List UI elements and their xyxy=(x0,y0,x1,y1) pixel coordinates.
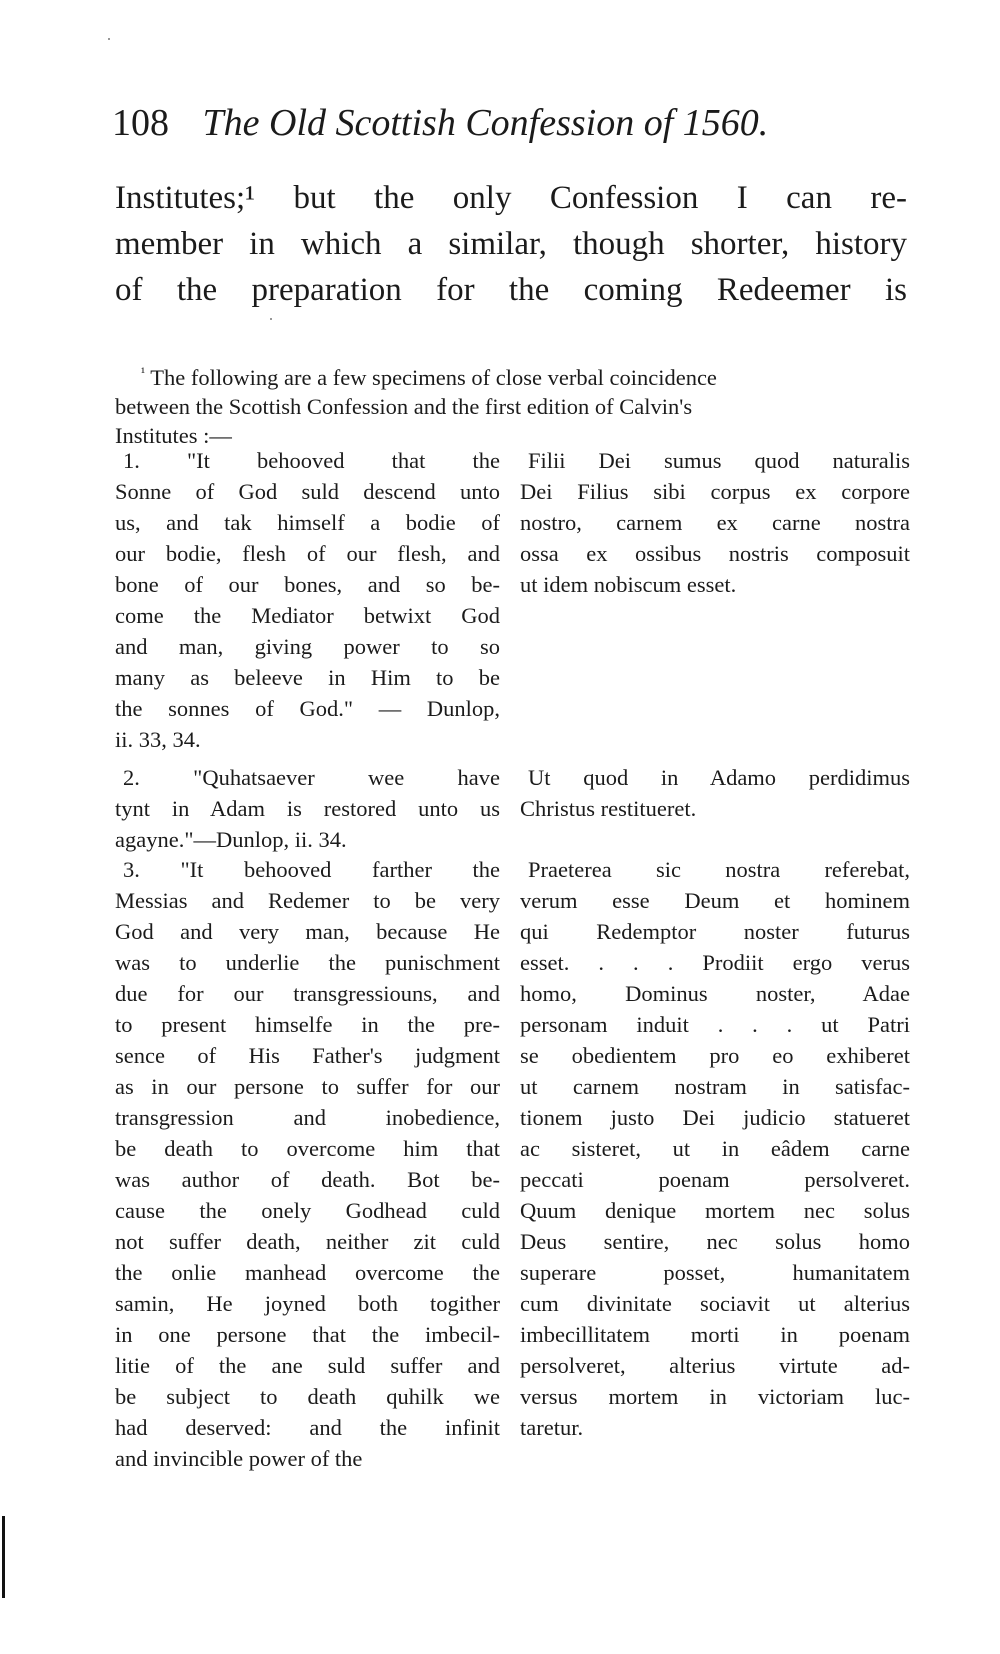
text-line: Deus sentire, nec solus homo xyxy=(520,1229,910,1254)
text-line: cum divinitate sociavit ut alterius xyxy=(520,1291,910,1316)
text-line: transgression and inobedience, xyxy=(115,1105,500,1130)
text-line: and invincible power of the xyxy=(115,1446,363,1471)
text-line: bone of our bones, and so be- xyxy=(115,572,500,597)
scottish-text-2 xyxy=(115,762,500,855)
body-line: Institutes;¹ but the only Confession I can re- xyxy=(115,180,907,216)
page-number: 108 xyxy=(112,102,169,144)
latin-text-3 xyxy=(520,854,910,1443)
text-line: litie of the ane suld suffer and xyxy=(115,1353,500,1378)
scottish-text-1 xyxy=(115,445,500,755)
body-text xyxy=(115,175,907,313)
text-line: homo, Dominus noster, Adae xyxy=(520,981,910,1006)
text-line: Sonne of God suld descend unto xyxy=(115,479,500,504)
text-line: was to underlie the punischment xyxy=(115,950,500,975)
footnote xyxy=(115,363,907,450)
text-line: Quum denique mortem nec solus xyxy=(520,1198,910,1223)
text-line: agayne."—Dunlop, ii. 34. xyxy=(115,827,347,852)
text-line: imbecillitatem morti in poenam xyxy=(520,1322,910,1347)
text-line: ossa ex ossibus nostris composuit xyxy=(520,541,910,566)
text-line: personam induit . . . ut Patri xyxy=(520,1012,910,1037)
text-line: as in our persone to suffer for our xyxy=(115,1074,500,1099)
text-line: Praeterea sic nostra referebat, xyxy=(528,857,910,882)
text-line: persolveret, alterius virtute ad- xyxy=(520,1353,910,1378)
footnote-line: between the Scottish Confession and the first edition of Calvin's xyxy=(115,394,693,419)
text-line: us, and tak himself a bodie of xyxy=(115,510,500,535)
text-line: taretur. xyxy=(520,1415,584,1440)
text-line: to present himselfe in the pre- xyxy=(115,1012,500,1037)
scan-speck xyxy=(108,38,110,40)
text-line: Christus restitueret. xyxy=(520,796,697,821)
body-line: member in which a similar, though shorter, history xyxy=(115,226,907,262)
margin-mark xyxy=(2,1516,5,1598)
latin-text-2 xyxy=(520,762,910,824)
scan-speck xyxy=(270,318,272,320)
text-line: verum esse Deum et hominem xyxy=(520,888,910,913)
text-line: esset. . . . Prodiit ergo verus xyxy=(520,950,910,975)
text-line: due for our transgressiouns, and xyxy=(115,981,500,1006)
text-line: our bodie, flesh of our flesh, and xyxy=(115,541,500,566)
text-line: peccati poenam persolveret. xyxy=(520,1167,910,1192)
text-line: 1. "It behooved that the xyxy=(123,448,500,473)
running-title: The Old Scottish Confession of 1560. xyxy=(202,102,769,144)
text-line: was author of death. Bot be- xyxy=(115,1167,500,1192)
text-line: many as beleeve in Him to be xyxy=(115,665,500,690)
running-header xyxy=(112,100,872,146)
footnote-line: Institutes :— xyxy=(115,423,232,448)
text-line: superare posset, humanitatem xyxy=(520,1260,910,1285)
text-line: ut idem nobiscum esset. xyxy=(520,572,737,597)
text-line: tionem justo Dei judicio statueret xyxy=(520,1105,910,1130)
text-line: 2. "Quhatsaever wee have xyxy=(123,765,500,790)
text-line: Dei Filius sibi corpus ex corpore xyxy=(520,479,910,504)
text-line: the onlie manhead overcome the xyxy=(115,1260,500,1285)
text-line: tynt in Adam is restored unto us xyxy=(115,796,500,821)
text-line: had deserved: and the infinit xyxy=(115,1415,500,1440)
text-line: ii. 33, 34. xyxy=(115,727,201,752)
text-line: se obedientem pro eo exhiberet xyxy=(520,1043,910,1068)
scottish-text-3 xyxy=(115,854,500,1474)
text-line: and man, giving power to so xyxy=(115,634,500,659)
text-line: qui Redemptor noster futurus xyxy=(520,919,910,944)
text-line: be subject to death quhilk we xyxy=(115,1384,500,1409)
body-line: of the preparation for the coming Redeemer is xyxy=(115,272,907,308)
text-line: cause the onely Godhead culd xyxy=(115,1198,500,1223)
text-line: God and very man, because He xyxy=(115,919,500,944)
footnote-line: $^{^1}$ The following are a few specimens of close verbal coincidence xyxy=(141,364,717,390)
footnote-marker: ¹ xyxy=(141,364,146,380)
text-line: nostro, carnem ex carne nostra xyxy=(520,510,910,535)
text-line: Filii Dei sumus quod naturalis xyxy=(528,448,910,473)
text-line: samin, He joyned both togither xyxy=(115,1291,500,1316)
text-line: sence of His Father's judgment xyxy=(115,1043,500,1068)
text-line: 3. "It behooved farther the xyxy=(123,857,500,882)
text-line: ac sisteret, ut in eâdem carne xyxy=(520,1136,910,1161)
text-line: in one persone that the imbecil- xyxy=(115,1322,500,1347)
text-line: Ut quod in Adamo perdidimus xyxy=(528,765,910,790)
text-line: be death to overcome him that xyxy=(115,1136,500,1161)
text-line: Messias and Redemer to be very xyxy=(115,888,500,913)
text-line: come the Mediator betwixt God xyxy=(115,603,500,628)
text-line: ut carnem nostram in satisfac- xyxy=(520,1074,910,1099)
text-line: the sonnes of God." — Dunlop, xyxy=(115,696,500,721)
text-line: versus mortem in victoriam luc- xyxy=(520,1384,910,1409)
text-line: not suffer death, neither zit culd xyxy=(115,1229,500,1254)
latin-text-1 xyxy=(520,445,910,600)
